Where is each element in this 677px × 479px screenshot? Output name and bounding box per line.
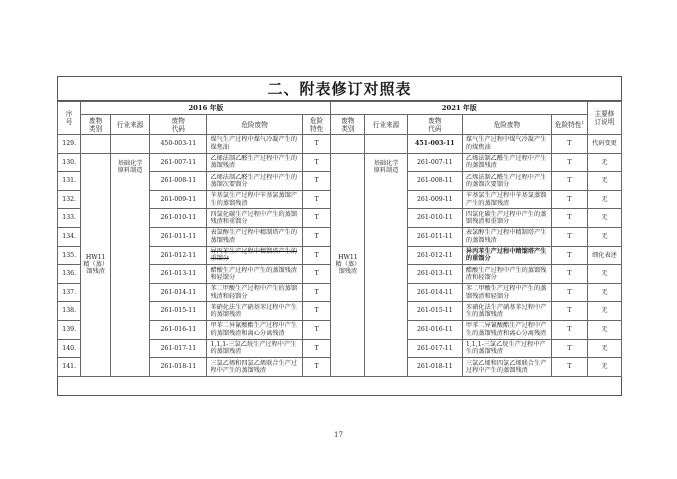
industry-source-2016: 基础化学 原料制造 [110,153,149,376]
category-cell-empty [331,135,365,154]
waste-description-2016: 乙烯法制乙醛生产过程中产生的蒸馏次要馏分 [207,172,302,191]
waste-description-2021: 煤气生产过程中煤气冷凝产生的煤焦油 [462,135,551,154]
row-number: 141. [58,358,81,377]
waste-category-2016: HW11 精（蒸） 馏残渣 [81,153,111,376]
waste-description-2016: 苯硝化法生产硝基苯过程中产生的蒸馏残渣 [207,302,302,321]
waste-code-2021: 261-018-11 [407,358,462,377]
header-seq: 序 号 [58,102,81,135]
hazard-property-2021: T [551,302,587,321]
page-number: 17 [334,431,343,439]
header-property-2021: 危险特性$^1$ [551,115,587,135]
hazard-property-2016: T [302,172,331,191]
table-body [58,135,622,377]
header-2021: 2021 年版 [331,102,588,115]
hazard-property-2021: T [551,339,587,358]
row-number: 139. [58,320,81,339]
table-row [58,153,622,172]
waste-description-2016: 醋酸生产过程中产生的蒸馏残渣和轻馏分 [207,265,302,284]
hazard-property-2021: T [551,227,587,246]
revision-note: 无 [587,209,621,228]
revision-note: 无 [587,358,621,377]
waste-code-2016: 261-011-11 [150,227,207,246]
hazard-property-2021: T [551,358,587,377]
industry-cell-empty [365,135,407,154]
waste-code-2016: 261-007-11 [150,153,207,172]
waste-code-2016: 261-008-11 [150,172,207,191]
header-category-2021: 废物 类别 [331,115,365,135]
waste-description-2021: 苄基氯生产过程中苄基氯蒸馏产生的蒸馏残渣 [462,190,551,209]
header-code-2016: 废物 代码 [150,115,207,135]
hazard-property-2021: T [551,283,587,302]
row-number: 136. [58,265,81,284]
row-number: 131. [58,172,81,191]
hazard-property-2021: T [551,246,587,265]
hazard-property-2016: T [302,302,331,321]
waste-code-2021: 261-008-11 [407,172,462,191]
hazard-property-2016: T [302,283,331,302]
header-property-2016: 危险 特性 [302,115,331,135]
hazard-property-2021: T [551,209,587,228]
revision-comparison-table [57,101,622,377]
waste-description-2016: 异丙苯生产过程中精馏塔产生的重馏分 [207,246,302,265]
revision-note: 代码变更 [587,135,621,154]
waste-description-2016: 乙烯法制乙醛生产过程中产生的蒸馏残渣 [207,153,302,172]
waste-description-2021: 三氯乙烯和四氯乙烯联合生产过程中产生的蒸馏残渣 [462,358,551,377]
revision-note: 无 [587,153,621,172]
waste-description-2016: 三氯乙烯和四氯乙烯联合生产过程中产生的蒸馏残渣 [207,358,302,377]
revision-note: 无 [587,339,621,358]
waste-code-2021: 261-007-11 [407,153,462,172]
hazard-property-2016: T [302,227,331,246]
revision-note: 无 [587,302,621,321]
revision-note: 无 [587,190,621,209]
waste-code-2021: 261-013-11 [407,265,462,284]
revision-note: 无 [587,283,621,302]
waste-code-2016: 261-016-11 [150,320,207,339]
hazard-property-2021: T [551,265,587,284]
table-row [58,135,622,154]
waste-code-2016: 261-014-11 [150,283,207,302]
waste-code-2021: 261-010-11 [407,209,462,228]
waste-description-2021: 异丙苯生产过程中精馏塔产生的重馏分 [462,246,551,265]
header-waste-2021: 危险废物 [462,115,551,135]
waste-description-2016: 煤气生产过程中煤气冷凝产生的煤焦油 [207,135,302,154]
hazard-property-2016: T [302,135,331,154]
waste-code-2016: 261-012-11 [150,246,207,265]
industry-source-2021: 基础化学 原料制造 [365,153,407,376]
hazard-property-2021: T [551,172,587,191]
row-number: 134. [58,227,81,246]
header-industry-2016: 行业来源 [110,115,149,135]
waste-code-2016: 261-010-11 [150,209,207,228]
waste-description-2016: 四氯化碳生产过程中产生的蒸馏残渣和重馏分 [207,209,302,228]
waste-description-2021: 苯二甲酸生产过程中产生的蒸馏残渣和轻馏分 [462,283,551,302]
revision-note: 无 [587,320,621,339]
hazard-property-2021: T [551,135,587,154]
header-category-2016: 废物 类别 [81,115,111,135]
row-number: 130. [58,153,81,172]
waste-description-2016: 1,1,1-三氯乙烷生产过程中产生的蒸馏残渣 [207,339,302,358]
hazard-property-2016: T [302,339,331,358]
row-number: 133. [58,209,81,228]
hazard-property-2016: T [302,246,331,265]
hazard-property-2021: T [551,320,587,339]
waste-code-2021: 261-009-11 [407,190,462,209]
row-number: 137. [58,283,81,302]
header-row-columns [58,115,622,135]
header-row-years [58,102,622,115]
hazard-property-2016: T [302,209,331,228]
row-number: 129. [58,135,81,154]
waste-description-2021: 乙烯法制乙醛生产过程中产生的蒸馏残渣 [462,153,551,172]
waste-code-2016: 261-009-11 [150,190,207,209]
header-2016: 2016 年版 [81,102,331,115]
waste-code-2021: 451-003-11 [407,135,462,154]
waste-code-2016: 261-017-11 [150,339,207,358]
waste-code-2016: 261-013-11 [150,265,207,284]
row-number: 135. [58,246,81,265]
waste-description-2021: 1,1,1-三氯乙烷生产过程中产生的蒸馏残渣 [462,339,551,358]
hazard-property-2016: T [302,358,331,377]
waste-code-2016: 450-003-11 [150,135,207,154]
hazard-property-2021: T [551,153,587,172]
revision-note: 无 [587,227,621,246]
waste-code-2016: 261-015-11 [150,302,207,321]
page-title: 二、附表修订对照表 [57,76,622,101]
header-industry-2021: 行业来源 [365,115,407,135]
header-code-2021: 废物 代码 [407,115,462,135]
revision-note: 无 [587,265,621,284]
header-notes: 主要修 订说明 [587,102,621,135]
waste-description-2016: 甲苯二异氰酸酯生产过程中产生的蒸馏残渣和离心分离残渣 [207,320,302,339]
hazard-property-2016: T [302,265,331,284]
waste-description-2021: 表氯醇生产过程中精制塔产生的蒸馏残渣 [462,227,551,246]
waste-description-2021: 甲苯二异氰酸酯生产过程中产生的蒸馏残渣和离心分离残渣 [462,320,551,339]
revision-note: 无 [587,172,621,191]
hazard-property-2021: T [551,190,587,209]
waste-code-2021: 261-014-11 [407,283,462,302]
hazard-property-2016: T [302,153,331,172]
header-waste-2016: 危险废物 [207,115,302,135]
industry-cell-empty [110,135,149,154]
waste-code-2021: 261-011-11 [407,227,462,246]
hazard-property-2016: T [302,190,331,209]
waste-description-2021: 醋酸生产过程中产生的蒸馏残渣和轻馏分 [462,265,551,284]
waste-description-2016: 苯二甲酸生产过程中产生的蒸馏残渣和轻馏分 [207,283,302,302]
row-number: 140. [58,339,81,358]
waste-description-2021: 四氯化碳生产过程中产生的蒸馏残渣和重馏分 [462,209,551,228]
waste-code-2021: 261-016-11 [407,320,462,339]
row-number: 138. [58,302,81,321]
waste-description-2021: 乙烯法制乙醛生产过程中产生的蒸馏次要馏分 [462,172,551,191]
waste-category-2021: HW11 精（蒸） 馏残渣 [331,153,365,376]
category-cell-empty [81,135,111,154]
waste-code-2021: 261-012-11 [407,246,462,265]
row-number: 132. [58,190,81,209]
waste-description-2016: 表氯醇生产过程中精制塔产生的蒸馏残渣 [207,227,302,246]
waste-description-2021: 苯硝化法生产硝基苯过程中产生的蒸馏残渣 [462,302,551,321]
waste-code-2021: 261-015-11 [407,302,462,321]
waste-description-2016: 苄基氯生产过程中苄基氯蒸馏产生的蒸馏残渣 [207,190,302,209]
waste-code-2021: 261-017-11 [407,339,462,358]
waste-code-2016: 261-018-11 [150,358,207,377]
hazard-property-2016: T [302,320,331,339]
revision-note: 细化表述 [587,246,621,265]
